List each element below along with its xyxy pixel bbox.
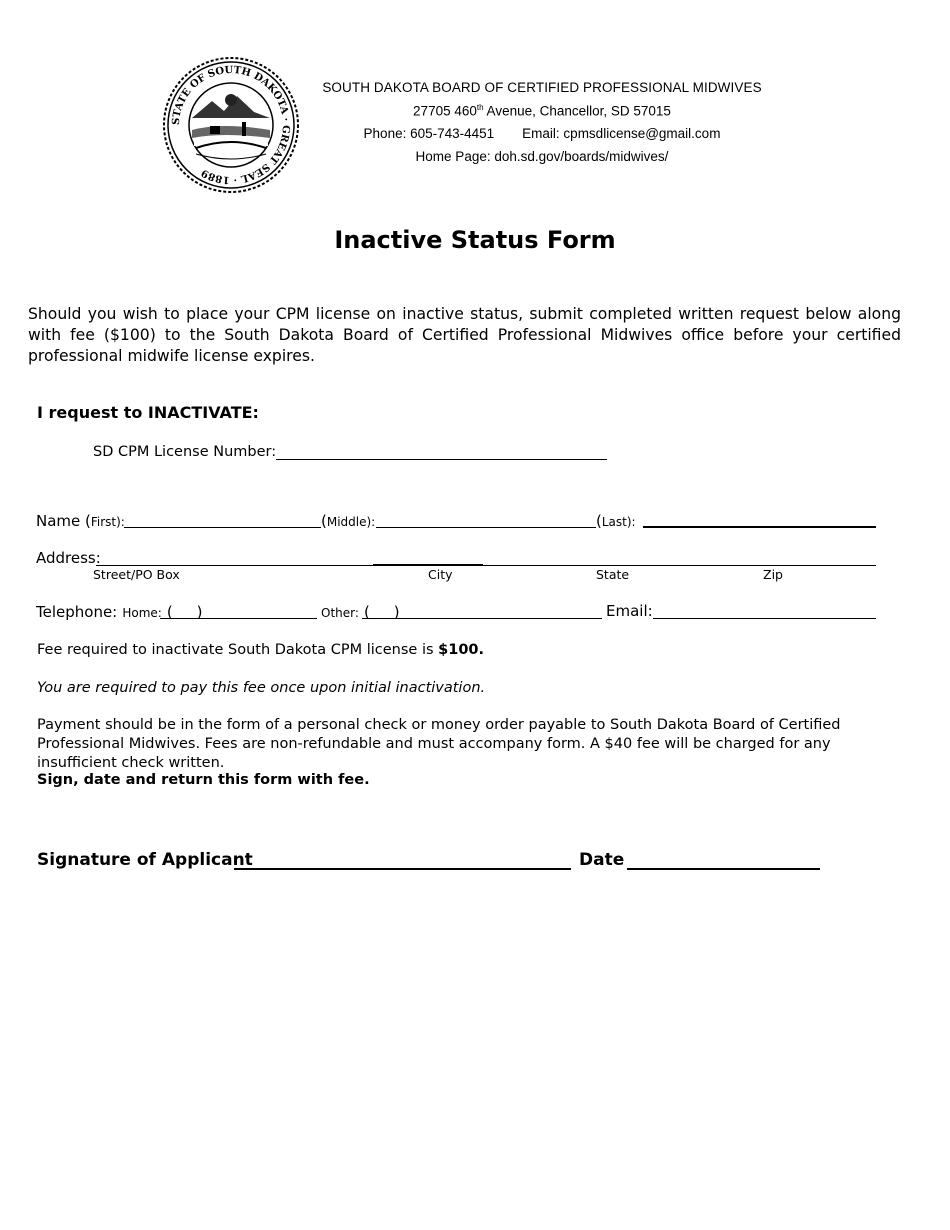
address-field[interactable] <box>96 565 876 566</box>
state-label: State <box>596 567 630 582</box>
first-name-field[interactable] <box>124 527 321 528</box>
payment-paragraph: Payment should be in the form of a personal check or money order payable to South Dakota Board of Certified Professional Midwives. Fees are non-refundable and must accompany form. A $40 fee will be charged for any insufficient check written. <box>37 717 841 771</box>
last-open-paren: ( <box>596 512 602 530</box>
seal-graphic <box>162 56 300 194</box>
zip-label: Zip <box>763 567 783 582</box>
home-label: Home: <box>122 606 162 620</box>
name-label: Name ( <box>36 512 91 530</box>
last-label: Last): <box>601 515 636 529</box>
first-label: First): <box>90 515 125 529</box>
intro-paragraph: Should you wish to place your CPM license on inactive status, submit completed written request below along with fee ($100) to the South Dakota Board of Certified Professional Midwives office before your certified professional midwife license expires. <box>28 305 901 365</box>
email-field[interactable] <box>653 618 876 619</box>
fee-text: Fee required to inactivate South Dakota CPM license is <box>37 642 439 658</box>
org-contact <box>262 126 822 141</box>
date-label: Date <box>579 850 625 870</box>
org-homepage: Home Page: doh.sd.gov/boards/midwives/ <box>415 149 669 164</box>
email-label: Email: <box>606 602 653 620</box>
name-label-group <box>36 511 125 530</box>
other-paren: ( ) <box>364 603 400 621</box>
last-name-field[interactable] <box>643 526 876 528</box>
state-seal-logo <box>162 56 300 194</box>
form-title: Inactive Status Form <box>334 226 616 254</box>
org-phone: Phone: 605-743-4451 <box>363 126 495 141</box>
middle-name-field[interactable] <box>376 527 596 528</box>
org-email: Email: cpmsdlicense@gmail.com <box>522 126 721 141</box>
fee-amount: $100. <box>438 642 485 658</box>
home-phone-field[interactable] <box>160 618 317 619</box>
address-prefix: 27705 460 <box>413 103 477 119</box>
telephone-label: Telephone: <box>36 603 118 621</box>
middle-open-paren: ( <box>321 512 327 530</box>
once-note: You are required to pay this fee once upon initial inactivation. <box>37 680 486 696</box>
address-suffix: Avenue, Chancellor, SD 57015 <box>483 103 671 119</box>
other-label: Other: <box>321 606 359 620</box>
city-label: City <box>428 567 453 582</box>
fee-statement <box>37 642 484 658</box>
seal-ring-text: STATE OF SOUTH DAKOTA · GREAT SEAL · 1889 <box>170 64 292 186</box>
address-label: Address: <box>36 549 101 567</box>
address-sup: th <box>476 103 484 112</box>
license-number-field[interactable] <box>276 459 607 460</box>
city-field-marker <box>373 564 483 566</box>
signature-label: Signature of Applicant <box>37 850 253 870</box>
home-paren: ( ) <box>166 603 203 621</box>
request-heading: I request to INACTIVATE: <box>37 403 259 422</box>
last-label-group <box>596 511 636 530</box>
org-address <box>262 103 822 119</box>
street-label: Street/PO Box <box>93 567 180 582</box>
license-number-label: SD CPM License Number: <box>93 444 277 460</box>
middle-label-group <box>321 511 375 530</box>
date-field[interactable] <box>627 868 820 870</box>
sign-note: Sign, date and return this form with fee. <box>37 772 370 788</box>
org-name: SOUTH DAKOTA BOARD OF CERTIFIED PROFESSIONAL MIDWIVES <box>322 80 762 95</box>
middle-label: Middle): <box>326 515 376 529</box>
other-phone-field[interactable] <box>362 618 602 619</box>
signature-field[interactable] <box>234 868 571 870</box>
